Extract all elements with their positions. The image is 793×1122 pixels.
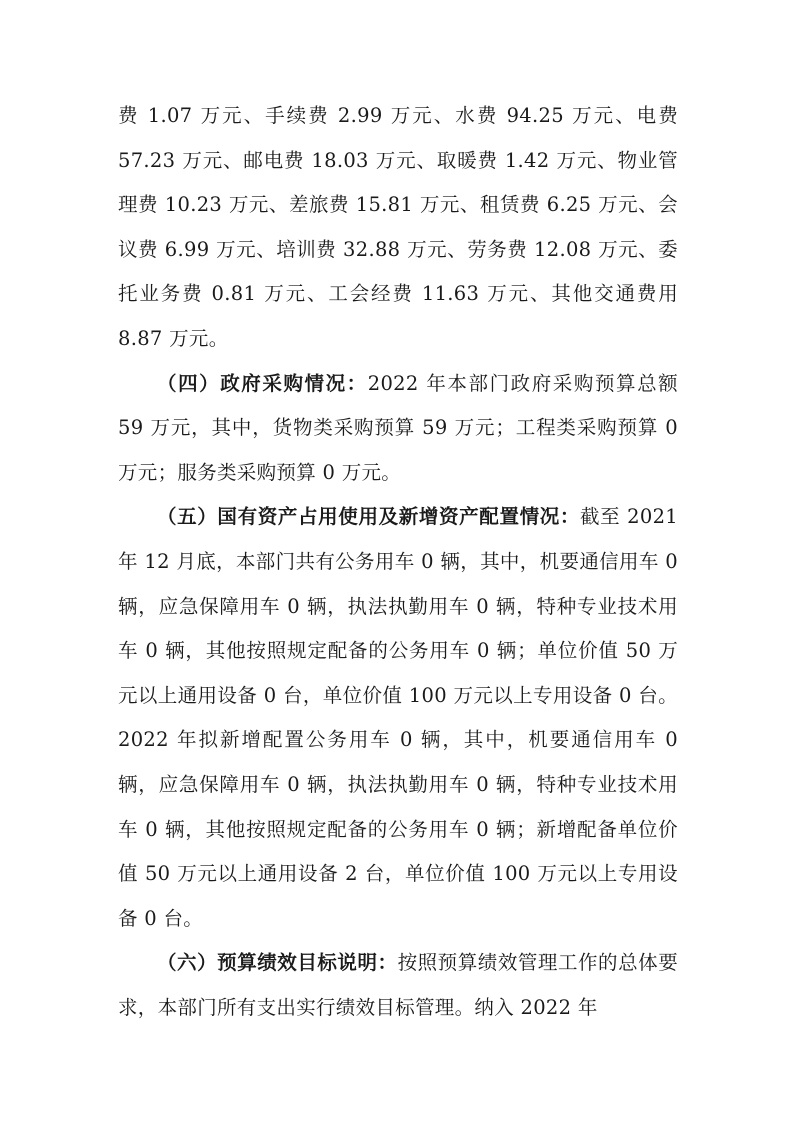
section-heading-5: （五）国有资产占用使用及新增资产配置情况： bbox=[157, 505, 581, 529]
paragraph-text: 费 1.07 万元、手续费 2.99 万元、水费 94.25 万元、电费 57.23 万元、邮电费 18.03 万元、取暖费 1.42 万元、物业管理费 10.23 万元、差旅费 15.81 万元、租赁费 6.25 万元、会议费 6.99 万元、培训费 32.88 万元、劳务费 12.08 万元、委托业务费 0.81 万元、工会经费 11.63 万元、其他交通费用 8.87 万元。 bbox=[118, 104, 678, 350]
paragraph-text: 2022 年本部门政府采购预算总额 59 万元，其中，货物类采购预算 59 万元；工程类采购预算 0 万元；服务类采购预算 0 万元。 bbox=[118, 371, 678, 484]
paragraph-expense-continuation bbox=[118, 94, 678, 362]
section-heading-4: （四）政府采购情况： bbox=[157, 371, 368, 395]
document-page bbox=[118, 94, 678, 1030]
paragraph-government-procurement bbox=[118, 362, 678, 496]
paragraph-text: 按照预算绩效管理工作的总体要求，本部门所有支出实行绩效目标管理。纳入 2022 年 bbox=[118, 951, 678, 1019]
section-heading-6: （六）预算绩效目标说明： bbox=[157, 951, 398, 975]
paragraph-performance-goals bbox=[118, 941, 678, 1030]
paragraph-state-assets bbox=[118, 495, 678, 941]
paragraph-text: 截至 2021 年 12 月底，本部门共有公务用车 0 辆，其中，机要通信用车 0 辆，应急保障用车 0 辆，执法执勤用车 0 辆，特种专业技术用车 0 辆，其他按照规定配备的公务用车 0 辆；单位价值 50 万元以上通用设备 0 台，单位价值 100 万元以上专用设备 0 台。2022 年拟新增配置公务用车 0 辆，其中，机要通信用车 0 辆，应急保障用车 0 辆，执法执勤用车 0 辆，特种专业技术用车 0 辆，其他按照规定配备的公务用车 0 辆；新增配备单位价值 50 万元以上通用设备 2 台，单位价值 100 万元以上专用设备 0 台。 bbox=[118, 505, 678, 930]
